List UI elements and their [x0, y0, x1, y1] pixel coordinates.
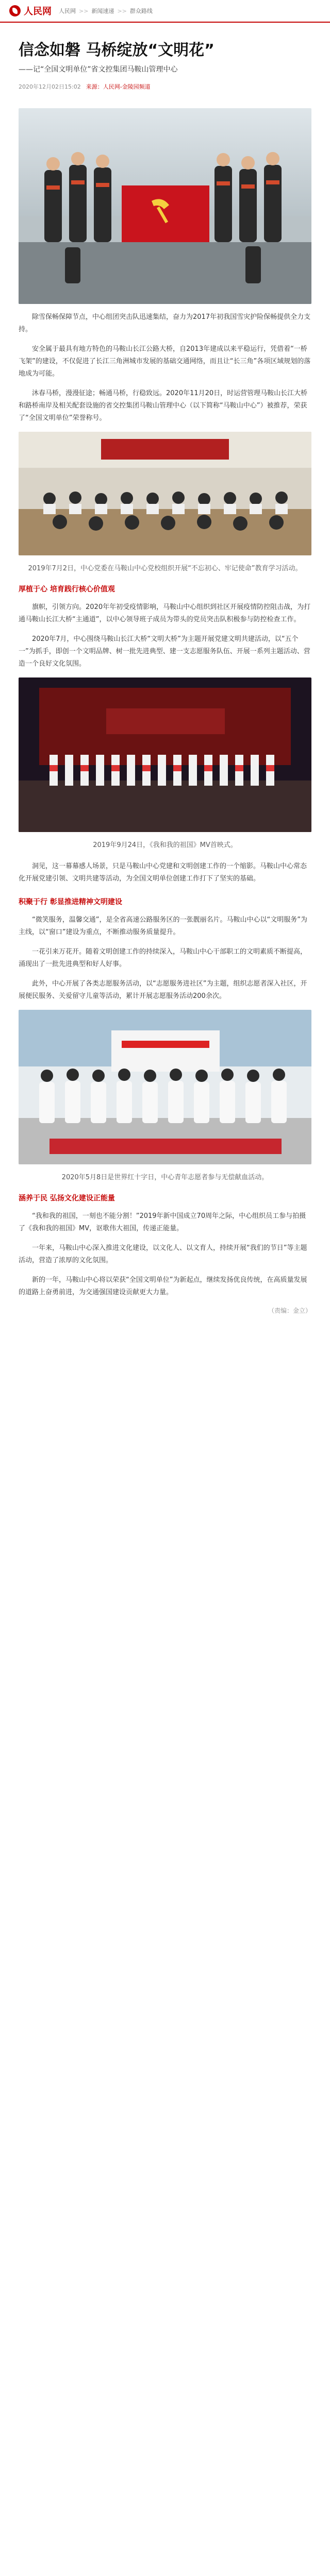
photo-caption: 2019年9月24日，《我和我的祖国》MV首映式。 [93, 841, 237, 849]
photo-team-flag [19, 108, 311, 304]
breadcrumb-item[interactable]: 新闻速递 [91, 8, 114, 14]
article-subtitle: ——记“全国文明单位”省文控集团马鞍山管理中心 [19, 65, 178, 74]
photo-caption: 2020年5月8日是世界红十字日，中心青年志愿者参与无偿献血活动。 [61, 1174, 269, 1181]
photo-caption: 2019年7月2日，中心党委在马鞍山中心党校组织开展“不忘初心、牢记使命”教育学习活动。 [28, 565, 302, 572]
section-heading: 积聚于行 彰显推进精神文明建设 [19, 898, 122, 906]
section-heading: 涵养于民 弘扬文化建设正能量 [19, 1194, 115, 1202]
article-meta [19, 82, 311, 91]
article-date: 2020年12月02日15:02 [19, 83, 81, 90]
top-bar [0, 0, 330, 23]
photo-blood-donation [19, 1010, 311, 1164]
photo-blood-donation-image [19, 1010, 311, 1164]
paragraph: 2020年7月，中心围绕马鞍山长江大桥“文明大桥”为主题开展党建文明共建活动，以“五个一”为抓手，即创一个文明品牌、树一批先进典型、建一支志愿服务队伍、开展一系列主题活动、营造一个良好文化氛围。 [19, 635, 310, 668]
paragraph: 一年来，马鞍山中心深入推进文化建设，以文化人、以文育人，持续开展“我们的节日”等主题活动，营造了浓厚的文化氛围。 [19, 1244, 307, 1264]
paragraph: “微笑服务，温馨交通”，是全省高速公路服务区的一张靓丽名片。马鞍山中心以“文明服务”为主线，以“窗口”建设为重点，不断推动服务质量提升。 [19, 916, 307, 936]
paragraph: 新的一年，马鞍山中心将以荣获“全国文明单位”为新起点，继续发扬优良传统，在高质量发展的道路上奋勇前进，为交通强国建设贡献更大力量。 [19, 1276, 307, 1296]
photo-team-flag-image [19, 108, 311, 304]
paragraph: 除雪保畅保障节点，中心组团突击队迅速集结，奋力为2017年初我国雪灾护险保畅提供全力支持。 [19, 313, 311, 333]
photo-mv-premiere-image [19, 677, 311, 832]
photo-mv-premiere [19, 677, 311, 832]
breadcrumb-item[interactable]: 人民网 [59, 8, 76, 14]
paragraph: 旗帜，引领方向。2020年年初受疫情影响，马鞍山中心组织到社区开展疫情防控阻击战，为打通马鞍山长江大桥“主通道”，以中心领导班子成员为带头的党员突击队积极参与防控检查工作。 [19, 603, 311, 623]
article-content [0, 37, 330, 1315]
paragraph: 此外，中心开展了各类志愿服务活动，以“志愿服务进社区”为主题，组织志愿者深入社区，开展便民服务、关爱留守儿童等活动，累计开展志愿服务活动200余次。 [19, 980, 307, 1000]
section-heading: 厚植于心 培育践行核心价值观 [19, 585, 115, 594]
photo-study-meeting-image [19, 432, 311, 555]
paragraph: “我和我的祖国，一刻也不能分割！”2019年新中国成立70周年之际，中心组织员工参与拍摄了《我和我的祖国》MV，讴歌伟大祖国，传递正能量。 [19, 1212, 306, 1232]
site-logo[interactable] [9, 4, 52, 18]
breadcrumb-item[interactable]: 群众路线 [129, 8, 153, 14]
paragraph: 沐春马桥，漫漫征途；畅通马桥，行稳致远。2020年11月20日，时运营管理马鞍山长江大桥和路桥南岸及相关配套设施的省交控集团马鞍山管理中心（以下简称“马鞍山中心”）被推荐，荣获了“全国文明单位”荣誉称号。 [19, 389, 308, 422]
logo-text: 人民网 [24, 6, 52, 17]
editor-note: （责编：金立） [268, 1307, 311, 1314]
breadcrumb-separator: >> [117, 7, 127, 14]
breadcrumb-separator: >> [79, 7, 89, 14]
logo-icon [9, 5, 21, 16]
article-source[interactable]: 来源：人民网-金陵园频道 [86, 83, 151, 90]
paragraph: 安全属于最具有地方特色的马鞍山长江公路大桥，自2013年建成以来平稳运行，凭借着“一桥飞架”的建设，不仅促进了长江三角洲城市发展的基础交通网络，而且让“长三角”各项区域规划的落地成为可能。 [19, 345, 311, 378]
photo-study-meeting [19, 432, 311, 555]
breadcrumb [59, 7, 153, 15]
article-title: 信念如磐 马桥绽放“文明花” [19, 41, 214, 59]
paragraph: 洞见，这一幕幕感人场景，只是马鞍山中心党建和文明创建工作的一个缩影。马鞍山中心常态化开展党建引领、文明共建等活动，为全国文明单位创建工作打下了坚实的基础。 [19, 862, 307, 883]
paragraph: 一花引来万花开。随着文明创建工作的持续深入，马鞍山中心干部职工的文明素质不断提高，涌现出了一批先进典型和好人好事。 [19, 948, 307, 968]
